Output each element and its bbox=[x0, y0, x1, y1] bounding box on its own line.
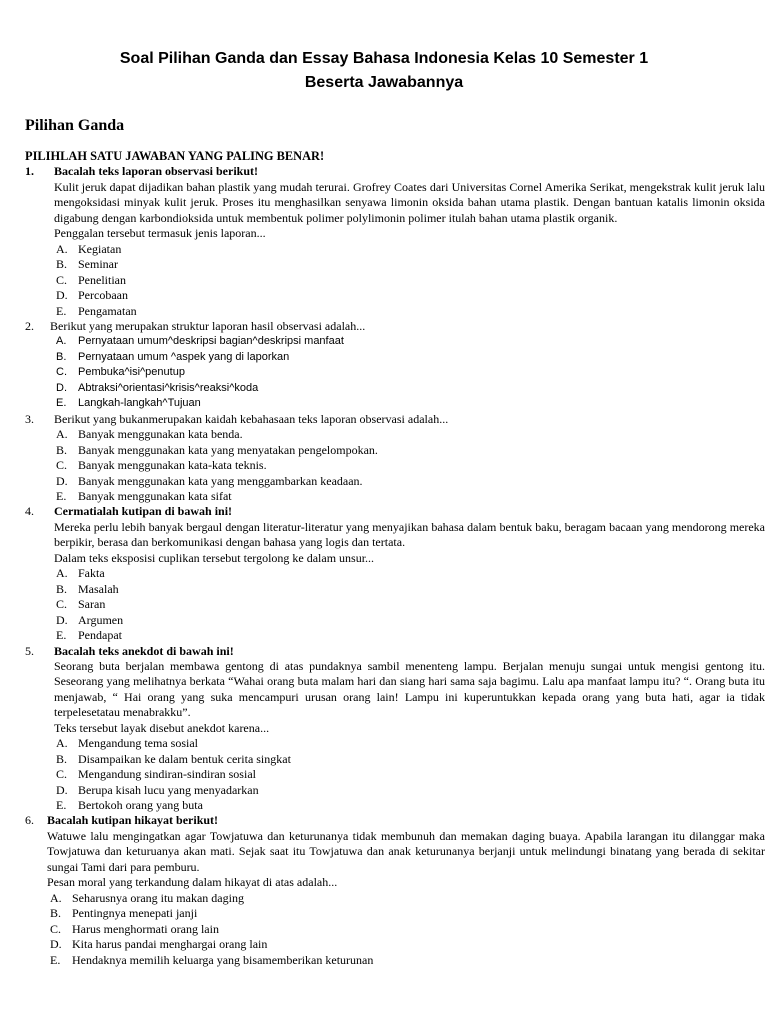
option-e bbox=[25, 953, 765, 968]
option-b bbox=[25, 752, 765, 767]
question-number: 1. bbox=[25, 164, 34, 179]
option-a bbox=[25, 736, 765, 751]
option-b bbox=[25, 443, 765, 458]
option-text: Mengandung tema sosial bbox=[78, 736, 198, 751]
option-list bbox=[25, 891, 765, 968]
question-1 bbox=[25, 164, 765, 319]
option-text: Banyak menggunakan kata yang menyatakan pengelompokan. bbox=[78, 442, 378, 457]
option-c bbox=[25, 458, 765, 473]
option-c bbox=[25, 922, 765, 937]
question-heading: Bacalah kutipan hikayat berikut! bbox=[47, 813, 219, 828]
question-heading: Cermatialah kutipan di bawah ini! bbox=[54, 504, 233, 519]
option-letter: C. bbox=[56, 272, 68, 287]
option-a bbox=[25, 334, 765, 349]
option-letter: A. bbox=[56, 566, 68, 581]
option-text: Bertokoh orang yang buta bbox=[78, 798, 203, 813]
document-title-line-1: Soal Pilihan Ganda dan Essay Bahasa Indonesia Kelas 10 Semester 1 bbox=[119, 50, 649, 67]
question-number: 6. bbox=[25, 813, 34, 828]
option-d bbox=[25, 381, 765, 396]
option-text: Mengandung sindiran-sindiran sosial bbox=[78, 767, 256, 782]
option-letter: B. bbox=[56, 350, 67, 363]
option-letter: C. bbox=[56, 767, 68, 782]
option-text: Berupa kisah lucu yang menyadarkan bbox=[78, 782, 259, 797]
option-letter: C. bbox=[50, 921, 62, 936]
question-number: 5. bbox=[25, 643, 34, 658]
option-text: Pendapat bbox=[78, 628, 122, 643]
question-4 bbox=[25, 504, 765, 643]
option-text: Abtraksi^orientasi^krisis^reaksi^koda bbox=[78, 381, 259, 394]
option-letter: E. bbox=[56, 798, 67, 813]
option-letter: E. bbox=[50, 952, 61, 967]
question-prompt: Teks tersebut layak disebut anekdot karena... bbox=[54, 720, 270, 735]
question-heading: Bacalah teks anekdot di bawah ini! bbox=[54, 643, 234, 658]
option-text: Argumen bbox=[78, 612, 124, 627]
option-b bbox=[25, 350, 765, 365]
option-e bbox=[25, 628, 765, 643]
question-heading: Bacalah teks laporan observasi berikut! bbox=[54, 164, 259, 179]
option-b bbox=[25, 257, 765, 272]
option-c bbox=[25, 365, 765, 380]
question-number: 2. bbox=[25, 318, 34, 333]
option-letter: B. bbox=[56, 442, 68, 457]
question-passage: Mereka perlu lebih banyak bergaul dengan literatur-literatur yang menyajikan bahasa dalam bentuk baku, beragam bacaan yang mendorong mereka berpikir, berasa dan berkomunikasi dengan bahasa yang logis dan tertata. bbox=[54, 519, 765, 550]
option-text: Banyak menggunakan kata benda. bbox=[78, 427, 243, 442]
question-passage: Kulit jeruk dapat dijadikan bahan plastik yang mudah terurai. Grofrey Coates dari Universitas Cornel Amerika Serikat, mengekstrak kulit jeruk lalu mengoksidasi minyak kulit jeruk. Proses itu menghasilkan senyawa limonin oksida bahan utama plastik. Dengan bantuan katalis limonin oksida digabung dengan karbondioksida untuk membentuk polimer polylimonin polimer itulah bahan utama plastik organik. bbox=[54, 179, 765, 225]
option-d bbox=[25, 937, 765, 952]
option-text: Disampaikan ke dalam bentuk cerita singkat bbox=[78, 751, 291, 766]
question-5 bbox=[25, 644, 765, 814]
option-letter: E. bbox=[56, 628, 67, 643]
question-number: 3. bbox=[25, 411, 34, 426]
option-letter: D. bbox=[56, 612, 68, 627]
option-letter: B. bbox=[56, 257, 68, 272]
option-letter: E. bbox=[56, 397, 67, 410]
question-heading: Berikut yang bukanmerupakan kaidah kebahasaan teks laporan observasi adalah... bbox=[54, 411, 449, 426]
option-e bbox=[25, 304, 765, 319]
option-text: Banyak menggunakan kata sifat bbox=[78, 488, 232, 503]
option-text: Banyak menggunakan kata-kata teknis. bbox=[78, 458, 267, 473]
question-6 bbox=[25, 813, 765, 968]
option-text: Langkah-langkah^Tujuan bbox=[78, 397, 201, 410]
option-letter: C. bbox=[56, 597, 68, 612]
option-letter: D. bbox=[50, 937, 62, 952]
option-text: Kita harus pandai menghargai orang lain bbox=[72, 937, 268, 952]
option-list bbox=[25, 334, 765, 411]
option-text: Fakta bbox=[78, 566, 105, 581]
option-letter: A. bbox=[56, 736, 68, 751]
question-passage: Watuwe lalu mengingatkan agar Towjatuwa dan keturunanya tidak membunuh dan memakan daging buaya. Apabila larangan itu dilanggar maka Towjatuwa dan keturuanya akan mati. Sejak saat itu Towjatuwa dan anak keturunanya berjanji untuk melindungi binatang yang berada di sekitar sungai Tami dari para pemburu. bbox=[47, 828, 765, 874]
option-text: Seminar bbox=[78, 257, 118, 272]
option-d bbox=[25, 783, 765, 798]
option-text: Hendaknya memilih keluarga yang bisamemberikan keturunan bbox=[72, 952, 374, 967]
option-e bbox=[25, 798, 765, 813]
document-body bbox=[25, 149, 765, 968]
option-letter: E. bbox=[56, 303, 67, 318]
question-prompt: Dalam teks eksposisi cuplikan tersebut tergolong ke dalam unsur... bbox=[54, 550, 375, 565]
option-list bbox=[25, 242, 765, 319]
option-letter: C. bbox=[56, 366, 67, 379]
option-letter: D. bbox=[56, 473, 68, 488]
option-text: Saran bbox=[78, 597, 106, 612]
option-b bbox=[25, 906, 765, 921]
option-letter: C. bbox=[56, 458, 68, 473]
option-letter: A. bbox=[56, 335, 67, 348]
option-d bbox=[25, 613, 765, 628]
option-d bbox=[25, 288, 765, 303]
option-a bbox=[25, 566, 765, 581]
option-text: Pembuka^isi^penutup bbox=[78, 366, 185, 379]
option-text: Masalah bbox=[78, 581, 119, 596]
question-heading: Berikut yang merupakan struktur laporan hasil observasi adalah... bbox=[50, 318, 366, 333]
option-text: Pentingnya menepati janji bbox=[72, 906, 198, 921]
option-letter: B. bbox=[50, 906, 62, 921]
section-heading: Pilihan Ganda bbox=[25, 117, 125, 134]
option-text: Seharusnya orang itu makan daging bbox=[72, 890, 244, 905]
option-e bbox=[25, 489, 765, 504]
option-letter: D. bbox=[56, 288, 68, 303]
option-text: Harus menghormati orang lain bbox=[72, 921, 219, 936]
option-a bbox=[25, 242, 765, 257]
option-text: Penelitian bbox=[78, 272, 126, 287]
option-e bbox=[25, 396, 765, 411]
option-letter: B. bbox=[56, 581, 68, 596]
option-c bbox=[25, 597, 765, 612]
option-text: Kegiatan bbox=[78, 241, 122, 256]
instruction: PILIHLAH SATU JAWABAN YANG PALING BENAR! bbox=[25, 149, 325, 163]
option-list bbox=[25, 427, 765, 504]
option-c bbox=[25, 767, 765, 782]
option-a bbox=[25, 891, 765, 906]
option-c bbox=[25, 273, 765, 288]
option-letter: A. bbox=[50, 890, 62, 905]
option-text: Percobaan bbox=[78, 288, 128, 303]
option-letter: B. bbox=[56, 751, 68, 766]
option-list bbox=[25, 566, 765, 643]
option-letter: D. bbox=[56, 782, 68, 797]
question-prompt: Pesan moral yang terkandung dalam hikayat di atas adalah... bbox=[47, 875, 338, 890]
option-text: Banyak menggunakan kata yang menggambarkan keadaan. bbox=[78, 473, 363, 488]
option-d bbox=[25, 474, 765, 489]
option-list bbox=[25, 736, 765, 813]
question-number: 4. bbox=[25, 504, 34, 519]
option-b bbox=[25, 582, 765, 597]
question-prompt: Penggalan tersebut termasuk jenis laporan... bbox=[54, 226, 266, 241]
question-2 bbox=[25, 319, 765, 412]
option-letter: D. bbox=[56, 381, 67, 394]
option-text: Pernyataan umum ^aspek yang di laporkan bbox=[78, 350, 290, 363]
option-text: Pengamatan bbox=[78, 303, 137, 318]
option-a bbox=[25, 427, 765, 442]
option-letter: A. bbox=[56, 241, 68, 256]
option-letter: E. bbox=[56, 488, 67, 503]
document-title-line-2: Beserta Jawabannya bbox=[304, 74, 464, 91]
option-letter: A. bbox=[56, 427, 68, 442]
option-text: Pernyataan umum^deskripsi bagian^deskripsi manfaat bbox=[78, 335, 344, 348]
question-3 bbox=[25, 412, 765, 505]
question-passage: Seorang buta berjalan membawa gentong di atas pundaknya sambil menenteng lampu. Berjalan menuju sungai untuk mengisi gentong itu. Seseorang yang melihatnya berkata “Wahai orang buta malam hari dan siang hari sama saja bagimu. Lalu apa manfaat lampu itu? “. Orang buta itu menjawab, “ Hai orang yang suka mencampuri urusan orang lain! Lampu ini kuperuntukkan kepada orang yang buta hati, agar ia tidak terpelesetatau menabrakku”. bbox=[54, 658, 765, 720]
